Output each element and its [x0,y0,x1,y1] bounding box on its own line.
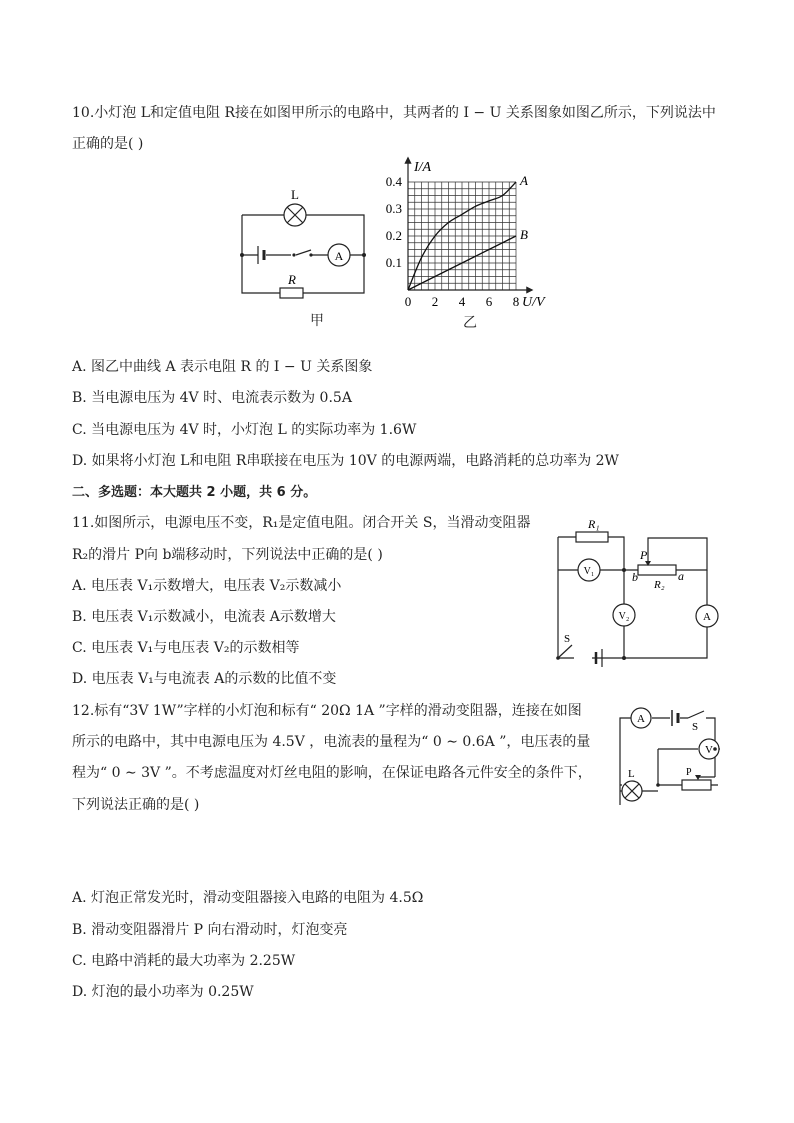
q11-option-d: D. 电压表 V₁与电流表 A的示数的比值不变 [72,671,337,687]
q12-voltmeter-label: V [705,744,713,756]
x-tick-label: 6 [485,294,493,309]
q10-stem-line2: 正确的是( ) [72,136,144,152]
q11-option-b: B. 电压表 V₁示数减小，电流表 A示数增大 [72,609,336,625]
q12-option-b: B. 滑动变阻器滑片 P 向右滑动时，灯泡变亮 [72,922,348,938]
x-tick-label: 8 [512,294,520,309]
q12-lamp-label: L [628,768,635,780]
q10-iu-chart [370,152,550,322]
q10-option-d: D. 如果将小灯泡 L和电阻 R串联接在电压为 10V 的电源两端，电路消耗的总功率为 2W [72,453,619,469]
r1-label: R₁ [588,517,600,531]
v1-label: V₁ [583,566,595,577]
q12-stem-line1: 12.标有“3V 1W”字样的小灯泡和标有“ 20Ω 1A ”字样的滑动变阻器，连接在如图 [72,703,582,719]
q12-ammeter-label: A [637,713,645,725]
caption-jia: 甲 [310,313,324,329]
q11-option-a: A. 电压表 V₁示数增大，电压表 V₂示数减小 [72,578,342,594]
q11-stem-line2: R₂的滑片 P向 b端移动时，下列说法中正确的是( ) [72,547,383,563]
q11-ammeter-label: A [703,611,711,623]
end-a-label: a [678,569,684,583]
x-axis-label: U/V [522,295,545,310]
r2-label: R₂ [654,579,665,591]
q10-option-b: B. 当电源电压为 4V 时、电流表示数为 0.5A [72,390,352,406]
q12-stem-line3: 程为“ 0 ∼ 3V ”。不考虑温度对灯丝电阻的影响，在保证电路各元件安全的条件下， [72,765,592,781]
q12-option-c: C. 电路中消耗的最大功率为 2.25W [72,953,296,969]
q11-circuit [552,512,722,667]
y-tick-label: 0.3 [385,201,402,216]
q12-stem-line2: 所示的电路中，其中电源电压为 4.5V ，电流表的量程为“ 0 ∼ 0.6A ”，电压表的量 [72,734,591,750]
q11-switch-label: S [564,633,571,645]
q10-option-a: A. 图乙中曲线 A 表示电阻 R 的 I − U 关系图象 [72,359,373,375]
series-label-B: B [520,227,528,242]
x-tick-label: 2 [431,294,439,309]
q10-circuit-jia [236,186,376,306]
q10-stem-line1: 10.小灯泡 L和定值电阻 R接在如图甲所示的电路中，其两者的 I − U 关系图象如图乙所示，下列说法中 [72,105,716,121]
q12-option-a: A. 灯泡正常发光时，滑动变阻器接入电路的电阻为 4.5Ω [72,890,424,906]
q12-switch-label: S [692,721,699,733]
section-header: 二、多选题：本大题共 2 小题，共 6 分。 [72,485,317,500]
q11-option-c: C. 电压表 V₁与电压表 V₂的示数相等 [72,640,300,656]
ammeter-label-A: A [334,249,344,263]
y-tick-label: 0.4 [385,174,402,189]
y-tick-label: 0.2 [385,228,402,243]
x-tick-label: 0 [404,294,412,309]
y-axis-label: I/A [414,160,432,175]
q10-option-c: C. 当电源电压为 4V 时，小灯泡 L 的实际功率为 1.6W [72,422,417,438]
x-tick-label: 4 [458,294,466,309]
chart-grid [408,182,516,290]
q11-stem-line1: 11.如图所示，电源电压不变，R₁是定值电阻。闭合开关 S，当滑动变阻器 [72,515,531,531]
end-b-label: b [632,570,638,584]
slider-label-p: P [640,548,648,562]
caption-yi: 乙 [463,315,477,331]
q12-slider-label: P [686,767,692,778]
series-label-A: A [520,173,528,188]
q12-stem-line4: 下列说法正确的是( ) [72,797,200,813]
resistor-label-R: R [288,272,296,287]
chart-ticks [386,174,520,309]
lamp-label-L: L [291,187,299,202]
v2-label: V₂ [618,611,630,622]
q12-option-d: D. 灯泡的最小功率为 0.25W [72,984,254,1000]
chart-series [408,173,528,290]
q12-circuit [614,705,724,815]
y-tick-label: 0.1 [385,255,402,270]
